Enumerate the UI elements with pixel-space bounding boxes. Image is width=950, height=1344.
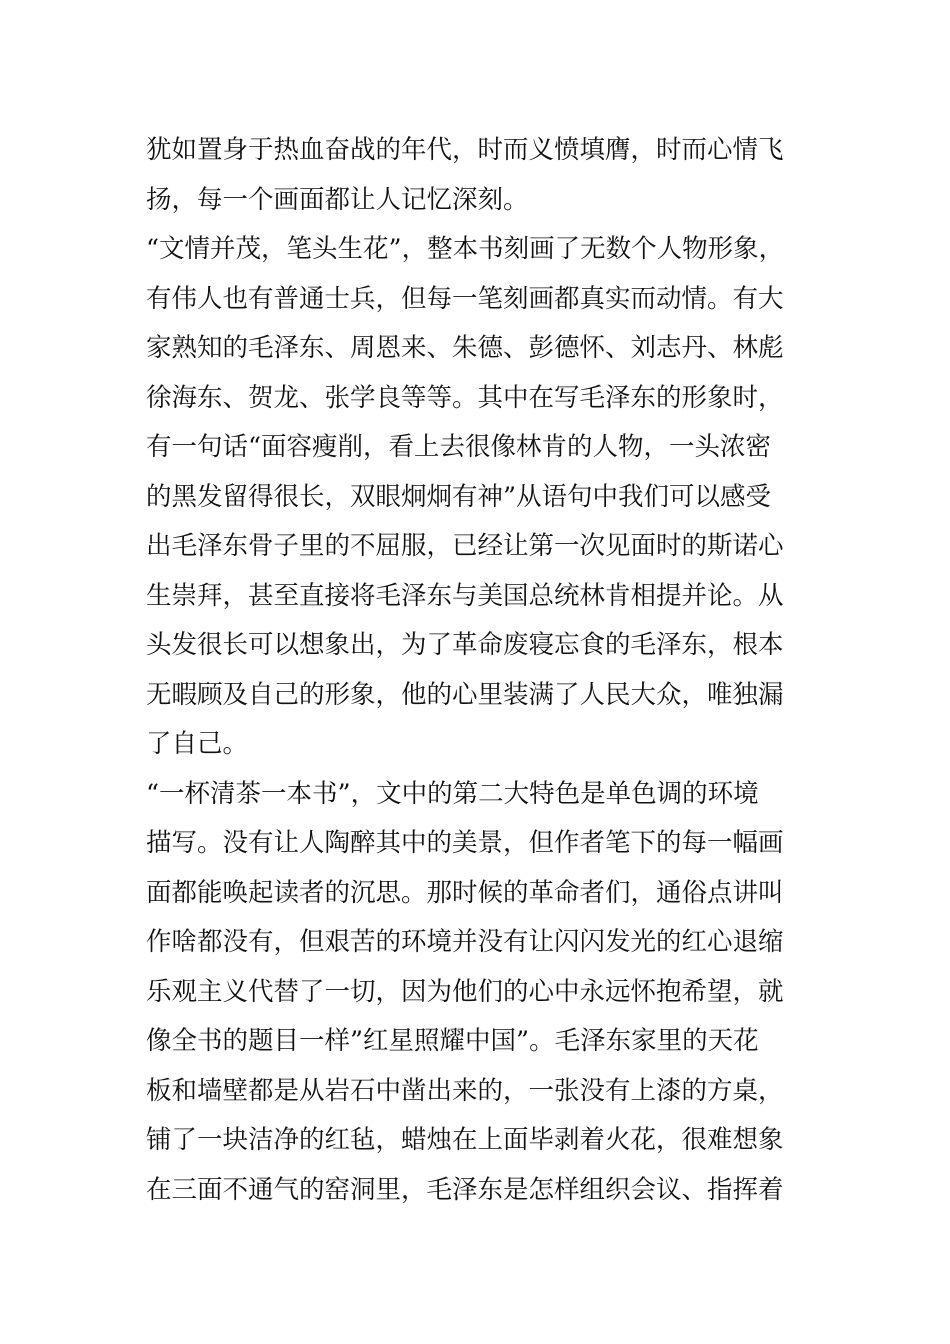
text-line: 作啥都没有，但艰苦的环境并没有让闪闪发光的红心退缩 [146,927,784,957]
text-line: “一杯清茶一本书”，文中的第二大特色是单色调的环境 [146,778,759,809]
text-line: 无暇顾及自己的形象，他的心里装满了人民大众，唯独漏 [146,679,784,710]
text-line: 出毛泽东骨子里的不屈服，已经让第一次见面时的斯诺心 [146,531,784,561]
text-line: 乐观主义代替了一切，因为他们的心中永远怀抱希望，就 [146,976,784,1007]
text-line: 铺了一块洁净的红毡，蜡烛在上面毕剥着火花，很难想象 [146,1125,784,1155]
text-line: 头发很长可以想象出，为了革命废寝忘食的毛泽东，根本 [146,630,784,660]
text-line: 的黑发留得很长，双眼炯炯有神”从语句中我们可以感受 [146,481,772,512]
text-line: 描写。没有让人陶醉其中的美景，但作者笔下的每一幅画 [146,828,784,858]
text-line: 有伟人也有普通士兵，但每一笔刻画都真实而动情。有大 [146,283,784,314]
text-line: “文情并茂，笔头生花”，整本书刻画了无数个人物形象， [146,234,785,264]
text-line: 面都能唤起读者的沉思。那时候的革命者们，通俗点讲叫 [146,877,784,908]
text-line: 徐海东、贺龙、张学良等等。其中在写毛泽东的形象时， [146,382,784,413]
text-line: 板和墙壁都是从岩石中凿出来的，一张没有上漆的方桌， [146,1075,784,1106]
body-text [146,126,816,1215]
text-line: 有一句话“面容瘦削，看上去很像林肯的人物，一头浓密 [146,432,772,462]
text-line: 像全书的题目一样”红星照耀中国”。毛泽东家里的天花 [146,1026,759,1056]
text-line: 扬，每一个画面都让人记忆深刻。 [146,184,529,215]
text-line: 生崇拜，甚至直接将毛泽东与美国总统林肯相提并论。从 [146,580,784,611]
text-line: 家熟知的毛泽东、周恩来、朱德、彭德怀、刘志丹、林彪 [146,333,784,363]
text-line: 犹如置身于热血奋战的年代，时而义愤填膺，时而心情飞 [146,135,784,165]
text-line: 了自己。 [146,729,249,759]
text-line: 在三面不通气的窑洞里，毛泽东是怎样组织会议、指挥着 [146,1174,784,1205]
